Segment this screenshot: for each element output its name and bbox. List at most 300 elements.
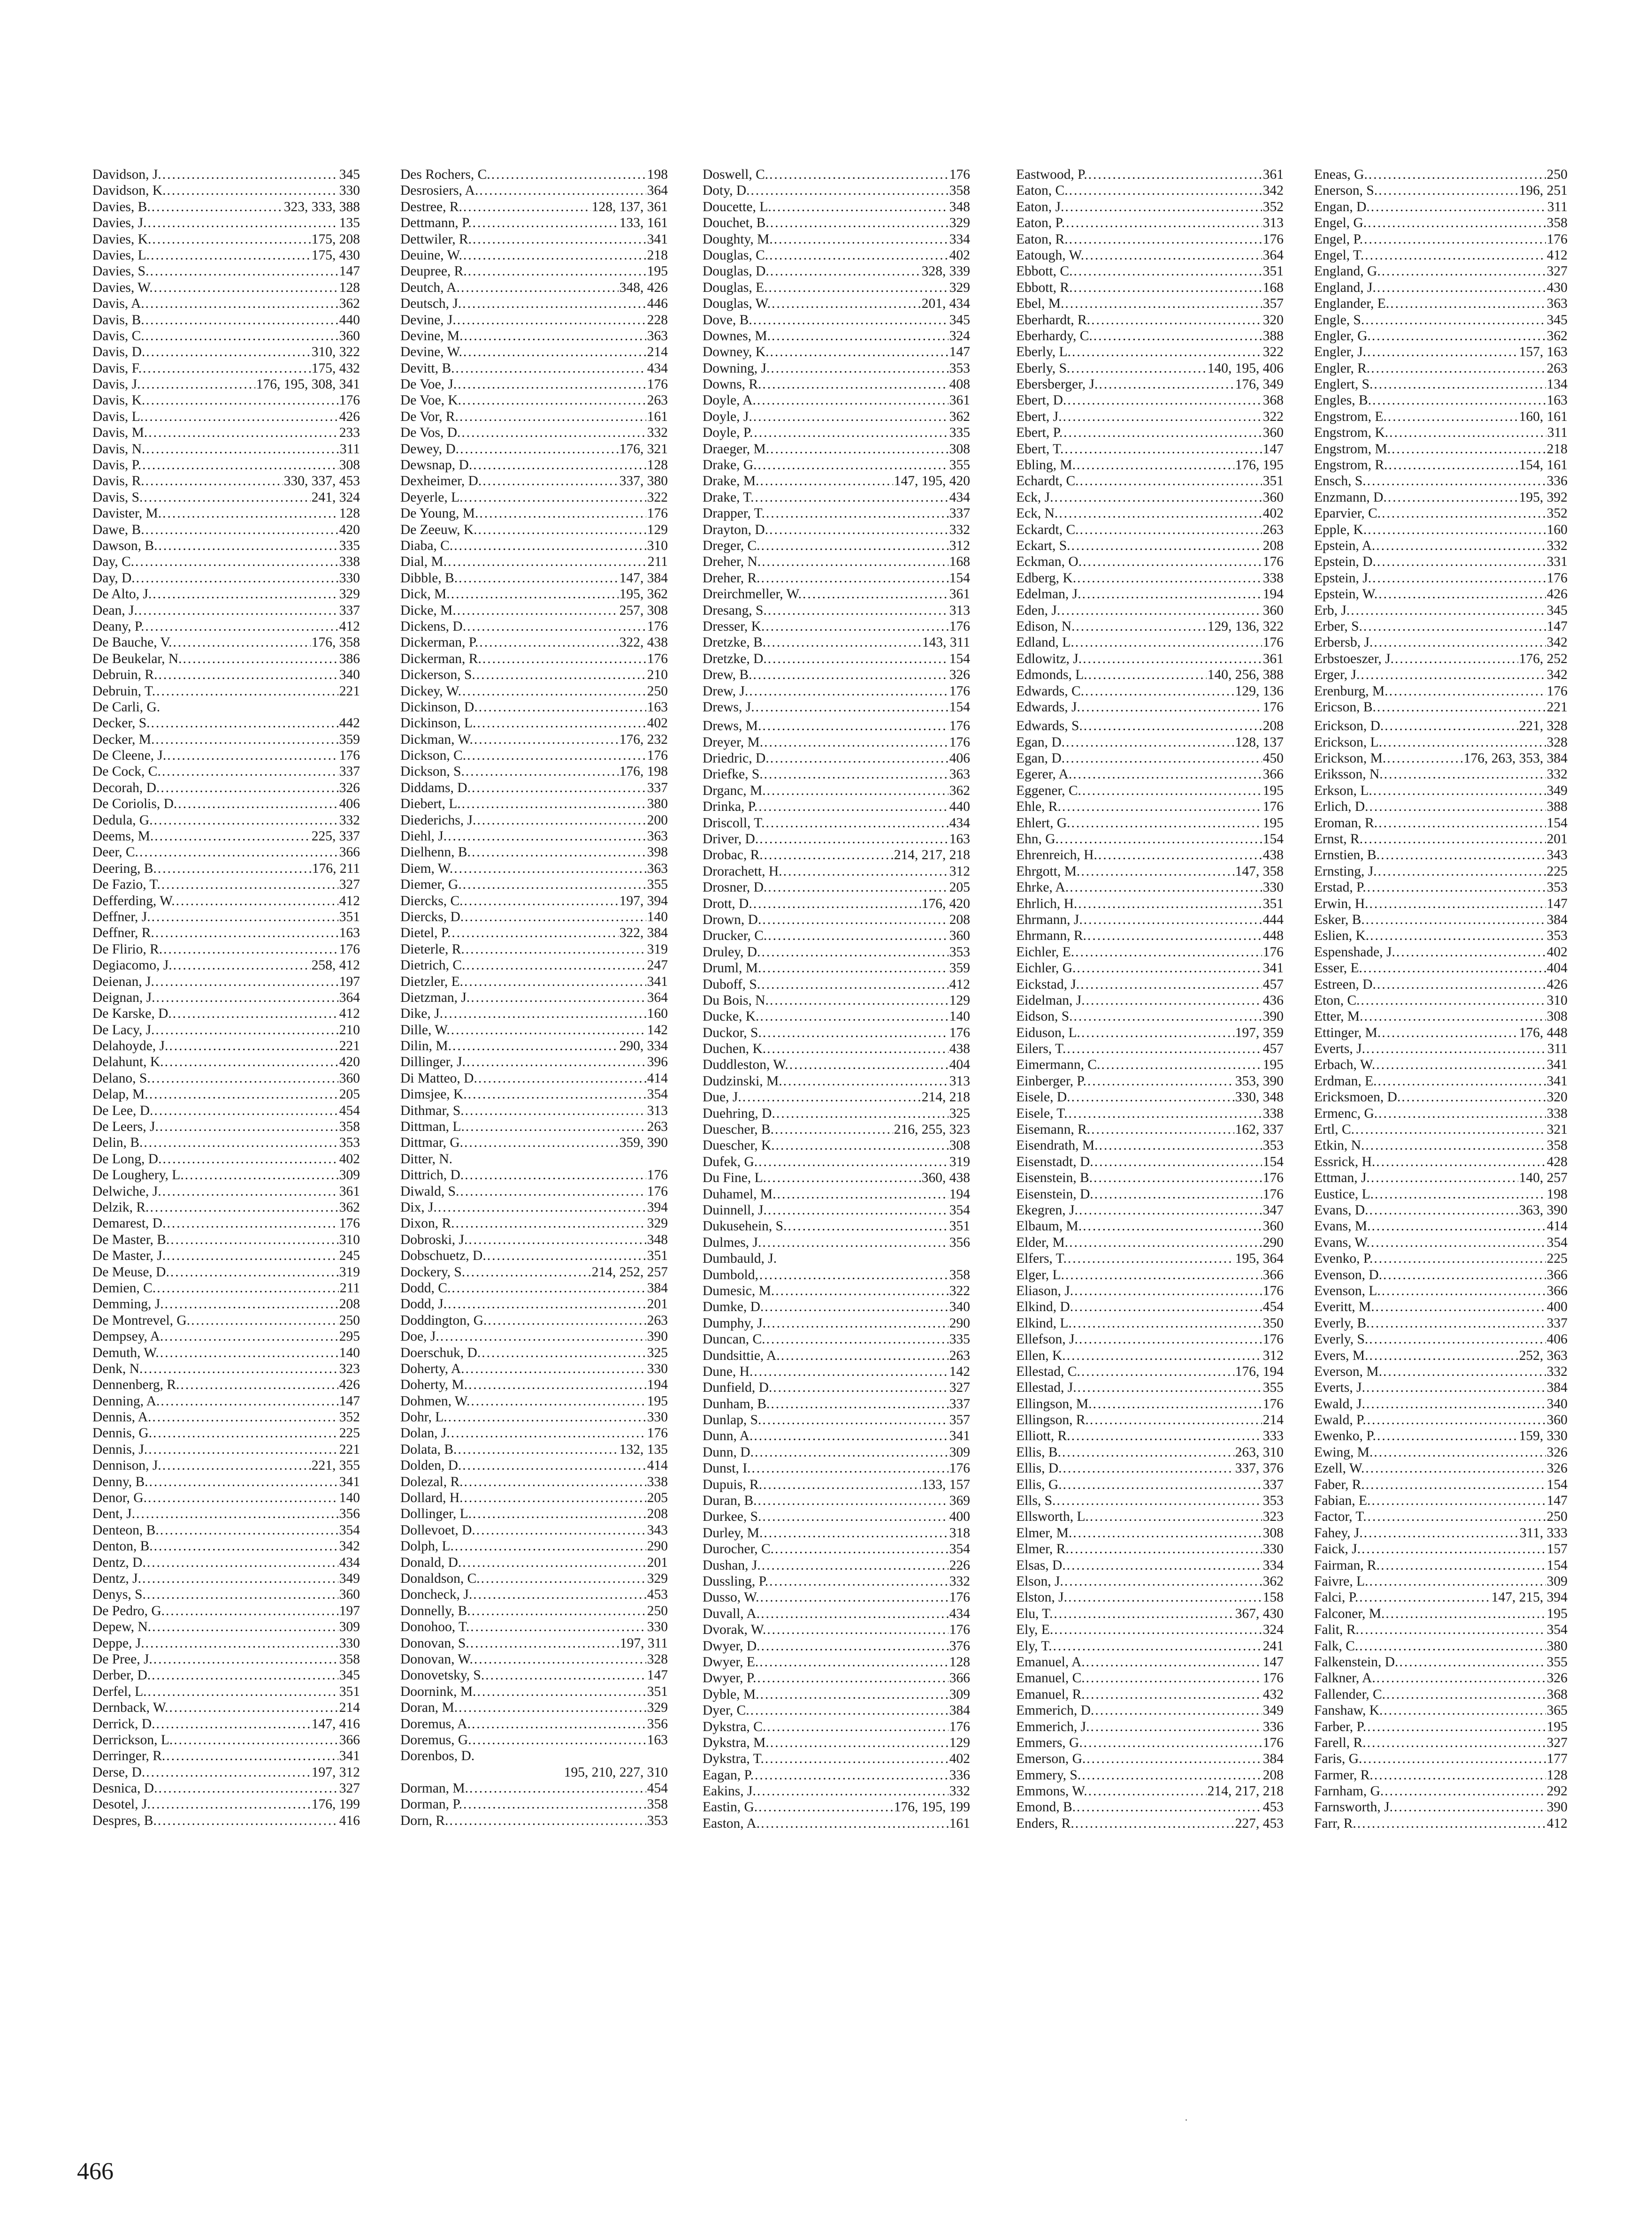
entry-pages: 400 (1546, 1299, 1568, 1315)
dot-leader (167, 1248, 338, 1264)
dot-leader (1087, 1073, 1234, 1089)
entry-name: Demming, J. (92, 1297, 164, 1312)
dot-leader (1366, 1041, 1546, 1057)
index-entry (703, 960, 970, 976)
dot-leader (753, 667, 948, 683)
index-entry (703, 409, 970, 425)
entry-name: Dawe, B. (92, 522, 145, 537)
index-entry (703, 296, 970, 312)
entry-name: Doherty, M. (400, 1377, 468, 1393)
dot-leader (770, 441, 948, 457)
entry-pages: 396 (647, 1054, 668, 1070)
index-entry (400, 1361, 668, 1377)
dot-leader (1369, 1348, 1518, 1364)
dot-leader (1095, 1702, 1262, 1718)
dot-leader (440, 1328, 646, 1344)
entry-pages: 323 (1262, 1509, 1284, 1525)
dot-leader (1069, 231, 1262, 247)
entry-pages: 211 (339, 1280, 360, 1296)
entry-name: Dempsey, A. (92, 1329, 164, 1344)
entry-pages: 205 (339, 1087, 360, 1102)
entry-name: Dicke, M. (400, 603, 456, 618)
entry-name: Elmer, M. (1016, 1525, 1072, 1541)
entry-name: Dielhenn, B. (400, 845, 471, 860)
dot-leader (803, 586, 948, 602)
index-entry (703, 734, 970, 750)
index-entry (400, 312, 668, 328)
entry-name: Dyer, C. (703, 1703, 750, 1718)
entry-name: Dickerman, R. (400, 651, 482, 666)
entry-pages: 364 (647, 183, 668, 198)
entry-pages: 263 (647, 1312, 668, 1328)
index-entry (703, 344, 970, 360)
dot-leader (1389, 683, 1546, 699)
entry-name: Defferding, W. (92, 893, 175, 908)
entry-pages: 163 (1546, 393, 1568, 408)
index-entry (703, 522, 970, 538)
entry-pages: 313 (949, 1073, 970, 1089)
dot-leader (1382, 1025, 1518, 1041)
entry-pages: 402 (949, 1751, 970, 1767)
index-entry (1016, 1719, 1284, 1735)
index-entry (400, 1490, 668, 1506)
entry-pages: 154 (1262, 832, 1284, 847)
dot-leader (456, 360, 646, 376)
index-entry (92, 554, 360, 570)
entry-pages: 218 (647, 247, 668, 263)
entry-name: Davis, K. (92, 393, 145, 408)
entry-pages: 338 (647, 1474, 668, 1489)
entry-pages: 457 (1262, 977, 1284, 992)
entry-name: Delin, B. (92, 1135, 143, 1151)
entry-pages: 365 (1546, 1703, 1568, 1718)
dot-leader (1366, 1380, 1546, 1396)
entry-pages: 221, 355 (311, 1458, 360, 1473)
entry-pages: 442 (339, 716, 360, 731)
entry-name: Eickstad, J. (1016, 977, 1080, 992)
dot-leader (465, 909, 646, 925)
entry-pages: 197, 394 (619, 893, 668, 908)
entry-pages: 327 (339, 1781, 360, 1796)
entry-pages: 197, 311 (620, 1635, 668, 1651)
entry-name: Ebert, J. (1016, 409, 1062, 424)
dot-leader (1081, 1364, 1234, 1380)
dot-leader (463, 344, 646, 360)
index-entry (1314, 554, 1568, 570)
dot-leader (761, 1638, 948, 1654)
index-entry (400, 1425, 668, 1441)
entry-pages: 349 (1546, 783, 1568, 798)
entry-pages: 340 (339, 667, 360, 683)
dot-leader (783, 1073, 948, 1089)
dot-leader (454, 861, 646, 877)
dot-leader (491, 167, 646, 183)
index-entry (92, 925, 360, 941)
entry-name: Deany, P. (92, 618, 145, 634)
dot-leader (1377, 1428, 1518, 1444)
entry-pages: 358 (949, 1267, 970, 1282)
entry-name: Dunham, B. (703, 1396, 770, 1412)
entry-pages: 176, 195, 199 (894, 1800, 970, 1815)
entry-pages: 310 (1546, 992, 1568, 1008)
entry-name: Dussling, P. (703, 1573, 769, 1589)
entry-pages: 402 (647, 716, 668, 731)
index-entry (1016, 473, 1284, 489)
entry-pages: 426 (339, 409, 360, 424)
entry-pages: 129, 136, 322 (1207, 618, 1284, 634)
index-entry (703, 603, 970, 618)
entry-pages: 176 (1262, 231, 1284, 247)
entry-pages: 358 (647, 1797, 668, 1812)
entry-name: Drganc, M. (703, 783, 766, 798)
dot-leader (1069, 183, 1262, 198)
dot-leader (144, 489, 310, 505)
dot-leader (451, 1425, 646, 1441)
index-entry (703, 1412, 970, 1428)
dot-leader (1090, 1719, 1262, 1735)
entry-name: Ellsworth, L. (1016, 1509, 1089, 1525)
entry-name: Derfel, L. (92, 1684, 147, 1699)
entry-name: Ehrke, A. (1016, 880, 1069, 895)
index-entry (1016, 360, 1284, 376)
entry-pages: 404 (1546, 961, 1568, 976)
entry-name: Desrosiers, A. (400, 183, 479, 198)
index-entry (92, 1425, 360, 1441)
dot-leader (157, 1280, 339, 1296)
entry-name: Eakins, J. (703, 1784, 756, 1799)
entry-pages: 386 (339, 651, 360, 666)
index-entry (1314, 1654, 1568, 1670)
index-entry (703, 1073, 970, 1089)
dot-leader (755, 1767, 948, 1783)
index-entry (1016, 1251, 1284, 1267)
entry-name: Drew, J. (703, 683, 749, 699)
index-entry (92, 247, 360, 263)
dot-leader (1079, 1331, 1262, 1347)
index-entry (1314, 977, 1568, 992)
dot-leader (167, 1215, 338, 1231)
entry-pages: 214 (1262, 1412, 1284, 1428)
index-entry (703, 1106, 970, 1122)
entry-name: Evans, D. (1314, 1203, 1369, 1218)
entry-pages: 208 (647, 1506, 668, 1522)
index-entry (1314, 1057, 1568, 1073)
entry-pages: 432 (1262, 1686, 1284, 1702)
entry-pages: 147 (339, 264, 360, 279)
entry-pages: 347 (1262, 1203, 1284, 1218)
entry-pages: 319 (949, 1154, 970, 1169)
index-entry (92, 215, 360, 231)
index-entry (1314, 1154, 1568, 1170)
dot-leader (1074, 1283, 1262, 1299)
entry-pages: 311 (1547, 1041, 1568, 1057)
dot-leader (1364, 831, 1546, 847)
entry-pages: 140 (949, 1009, 970, 1024)
entry-pages: 176, 349 (1235, 377, 1284, 392)
entry-name: Epple, K. (1314, 522, 1367, 537)
dot-leader (1067, 392, 1262, 408)
entry-name: Driver, D. (703, 832, 759, 847)
dot-leader (1377, 554, 1546, 570)
dot-leader (1361, 667, 1545, 683)
entry-pages: 353, 390 (1235, 1073, 1284, 1089)
index-entry (92, 231, 360, 247)
index-entry (400, 376, 668, 392)
index-entry (1314, 1783, 1568, 1799)
dot-leader (763, 1025, 948, 1041)
dot-leader (468, 1232, 646, 1248)
entry-pages: 390 (1546, 1800, 1568, 1815)
entry-pages: 197, 312 (311, 1764, 360, 1780)
entry-pages: 176 (339, 1216, 360, 1231)
dot-leader (468, 1377, 646, 1393)
entry-name: Deppe, J. (92, 1635, 145, 1651)
index-entry (400, 1280, 668, 1296)
entry-pages: 351 (949, 1219, 970, 1234)
entry-pages: 361 (949, 393, 970, 408)
dot-leader (762, 1509, 948, 1525)
entry-name: Ericksmoen, D. (1314, 1090, 1401, 1105)
dot-leader (1084, 718, 1262, 734)
entry-name: Dolata, B. (400, 1442, 457, 1457)
index-entry (1016, 1380, 1284, 1396)
entry-name: Eslien, K. (1314, 928, 1369, 944)
entry-pages: 335 (339, 538, 360, 553)
entry-name: Emmers, G. (1016, 1735, 1083, 1750)
entry-name: Engler, R. (1314, 360, 1370, 376)
entry-pages: 360 (1546, 1412, 1568, 1428)
entry-name: Epstein, J. (1314, 570, 1372, 586)
dot-leader (478, 1070, 646, 1086)
entry-name: Destree, R. (400, 199, 462, 214)
entry-name: Elu, T. (1016, 1606, 1053, 1621)
index-entry (92, 618, 360, 634)
dot-leader (755, 1444, 948, 1460)
entry-name: Dumbauld, J. (703, 1251, 777, 1267)
entry-pages: 358 (949, 183, 970, 198)
entry-pages: 133, 161 (619, 215, 668, 231)
dot-leader (143, 360, 311, 376)
entry-name: Ebersberger, J. (1016, 377, 1098, 392)
index-entry (703, 718, 970, 734)
entry-pages: 330 (339, 183, 360, 198)
entry-pages: 345 (339, 167, 360, 182)
entry-pages: 263, 310 (1235, 1444, 1284, 1460)
dot-leader (1083, 554, 1262, 570)
index-entry (1314, 634, 1568, 650)
entry-pages: 214, 217, 218 (894, 847, 970, 863)
entry-name: Deutsch, J. (400, 296, 462, 312)
index-entry (1016, 522, 1284, 538)
dot-leader (1070, 1541, 1262, 1557)
entry-pages: 334 (949, 231, 970, 247)
entry-name: Eustice, L. (1314, 1186, 1374, 1202)
dot-leader (477, 715, 646, 731)
dot-leader (170, 1232, 338, 1248)
entry-pages: 216, 255, 323 (894, 1122, 970, 1137)
dot-leader (162, 167, 338, 183)
entry-pages: 453 (647, 1587, 668, 1602)
index-entry (1314, 879, 1568, 895)
entry-pages: 406 (1546, 1332, 1568, 1347)
entry-pages: 330 (1262, 880, 1284, 895)
index-entry (1016, 1573, 1284, 1589)
index-entry (1016, 554, 1284, 570)
entry-name: Doremus, G. (400, 1732, 472, 1747)
entry-pages: 176 (647, 651, 668, 666)
entry-name: Dorman, P. (400, 1797, 462, 1812)
index-entry (1314, 1251, 1568, 1267)
entry-pages: 329 (949, 280, 970, 295)
dot-leader (468, 263, 646, 279)
entry-name: Doyle, A. (703, 393, 756, 408)
dot-leader (462, 683, 646, 699)
entry-pages: 356 (949, 1235, 970, 1250)
entry-pages: 398 (647, 845, 668, 860)
index-entry (92, 344, 360, 360)
entry-name: Eastin, G. (703, 1800, 758, 1815)
dot-leader (1062, 799, 1262, 815)
index-entry (400, 1215, 668, 1231)
entry-name: Eaton, R. (1016, 231, 1068, 247)
entry-pages: 147 (1262, 441, 1284, 457)
dot-leader (1371, 1315, 1546, 1331)
dot-leader (466, 957, 646, 973)
entry-pages: 332 (1546, 538, 1568, 553)
dot-leader (468, 1086, 646, 1102)
entry-pages: 356 (647, 1716, 668, 1732)
entry-pages: 250 (647, 1603, 668, 1618)
entry-pages: 311 (1547, 199, 1568, 214)
dot-leader (145, 312, 338, 328)
index-entry (92, 1119, 360, 1135)
dot-leader (751, 1460, 948, 1476)
entry-name: Ermenc, G. (1314, 1106, 1378, 1121)
dot-leader (472, 1716, 646, 1732)
entry-pages: 323 (339, 1361, 360, 1376)
entry-name: Dodd, J. (400, 1297, 447, 1312)
dot-leader (481, 1571, 646, 1587)
entry-pages: 426 (1546, 587, 1568, 602)
dot-leader (772, 296, 921, 312)
dot-leader (1093, 1396, 1262, 1412)
entry-name: Dettmann, P. (400, 215, 472, 231)
dot-leader (462, 1555, 646, 1571)
index-entry (92, 538, 360, 554)
index-entry (92, 328, 360, 344)
entry-name: Ernstien, B. (1314, 847, 1380, 863)
entry-pages: 412 (339, 1006, 360, 1022)
index-entry (92, 1086, 360, 1102)
entry-name: Ellestad, J. (1016, 1380, 1077, 1396)
entry-name: Dorman, M. (400, 1781, 469, 1796)
entry-name: Duvall, A. (703, 1606, 760, 1621)
entry-pages: 408 (949, 377, 970, 392)
dot-leader (1351, 603, 1546, 618)
dot-leader (1066, 750, 1262, 766)
entry-name: Drake, M. (703, 473, 759, 489)
entry-name: Ebbott, C. (1016, 264, 1073, 279)
entry-pages: 176 (949, 683, 970, 699)
dot-leader (461, 425, 646, 441)
dot-leader (487, 1248, 646, 1264)
entry-pages: 221 (1546, 699, 1568, 715)
entry-name: Estreen, D. (1314, 977, 1376, 992)
dot-leader (1366, 912, 1546, 928)
index-entry (1016, 667, 1284, 683)
entry-pages: 454 (647, 1781, 668, 1796)
index-entry (1016, 505, 1284, 521)
entry-name: Eberhardt, R. (1016, 312, 1091, 328)
entry-name: Diercks, C. (400, 893, 463, 908)
entry-pages: 328, 339 (921, 264, 970, 279)
entry-name: Engles, B. (1314, 393, 1372, 408)
dot-leader (1374, 1251, 1545, 1267)
index-entry (400, 344, 668, 360)
index-entry (1016, 1557, 1284, 1573)
dot-leader (1073, 1315, 1262, 1331)
dot-leader (1083, 1218, 1262, 1234)
index-entry (92, 392, 360, 408)
entry-name: Dexheimer, D. (400, 473, 482, 489)
entry-pages: 353 (1546, 880, 1568, 895)
entry-name: Emmerich, D. (1016, 1703, 1094, 1718)
dot-leader (1099, 1137, 1262, 1153)
entry-name: Edmonds, L. (1016, 667, 1087, 683)
dot-leader (1394, 1799, 1546, 1815)
index-entry (400, 893, 668, 909)
entry-pages: 226 (949, 1557, 970, 1573)
dot-leader (451, 1280, 646, 1296)
dot-leader (1099, 376, 1234, 392)
index-entry (1016, 409, 1284, 425)
entry-pages: 412 (949, 977, 970, 992)
entry-pages: 176, 358 (311, 635, 360, 650)
index-entry (92, 1571, 360, 1587)
index-entry (1314, 199, 1568, 215)
entry-pages: 214, 252, 257 (591, 1264, 668, 1280)
entry-name: Eidson, S. (1016, 1009, 1073, 1024)
entry-name: De Voe, J. (400, 377, 457, 392)
entry-name: Dolezal, R. (400, 1474, 463, 1489)
entry-name: Erstad, P. (1314, 880, 1366, 895)
dot-leader (1082, 783, 1262, 799)
dot-leader (158, 1813, 338, 1829)
dot-leader (1063, 425, 1262, 441)
index-entry (400, 603, 668, 618)
entry-name: Fallender, C. (1314, 1686, 1386, 1702)
index-entry (1314, 1493, 1568, 1509)
index-entry (703, 425, 970, 441)
dot-leader (1086, 1670, 1262, 1686)
entry-pages: 225 (1546, 863, 1568, 879)
entry-name: Ellestad, C. (1016, 1364, 1080, 1379)
dot-leader (150, 1199, 338, 1215)
index-entry (1314, 1541, 1568, 1557)
dot-leader (459, 1700, 646, 1716)
index-entry (1016, 896, 1284, 912)
index-entry (400, 1571, 668, 1587)
entry-name: Dimsjee, K. (400, 1087, 467, 1102)
dot-leader (1355, 1122, 1546, 1137)
dot-leader (464, 893, 619, 909)
index-entry (1016, 683, 1284, 699)
entry-pages: 176, 195, 308, 341 (256, 377, 360, 392)
dot-leader (467, 618, 646, 634)
entry-name: Erger, J. (1314, 667, 1360, 683)
index-entry (1314, 960, 1568, 976)
dot-leader (1077, 960, 1262, 976)
